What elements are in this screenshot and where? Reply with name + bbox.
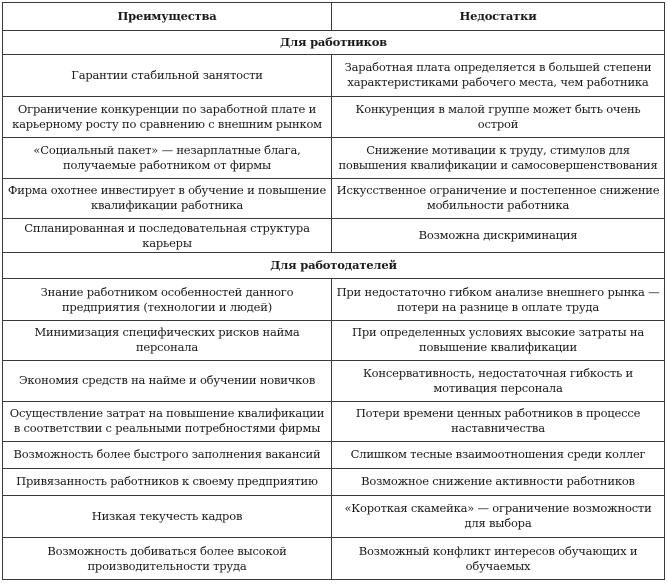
section-row-employees	[3, 31, 665, 55]
disadvantage-cell: Возможное снижение активности работников	[332, 468, 665, 495]
disadvantage-cell: Возможна дискриминация	[332, 219, 665, 253]
table-row	[3, 54, 665, 96]
disadvantage-cell: Снижение мотивации к труду, стимулов для повышения квалификации и самосовершенствования	[332, 138, 665, 179]
disadvantage-cell: Слишком тесные взаимоотношения среди коллег	[332, 441, 665, 468]
header-advantages: Преимущества	[3, 3, 332, 31]
table-row	[3, 96, 665, 138]
advantage-cell: Фирма охотнее инвестирует в обучение и повышение квалификации работника	[3, 178, 332, 219]
disadvantage-cell: При недостаточно гибком анализе внешнего рынка — потери на разнице в оплате труда	[332, 279, 665, 321]
table-row	[3, 402, 665, 442]
table-row	[3, 468, 665, 495]
table-row	[3, 279, 665, 321]
header-disadvantages: Недостатки	[332, 3, 665, 31]
section-row-employers	[3, 253, 665, 279]
table-row	[3, 138, 665, 179]
comparison-table	[2, 2, 665, 580]
table-row	[3, 178, 665, 219]
section-title-employees: Для работников	[3, 31, 665, 55]
disadvantage-cell: Потери времени ценных работников в процессе наставничества	[332, 402, 665, 442]
advantage-cell: Привязанность работников к своему предприятию	[3, 468, 332, 495]
advantage-cell: Возможность более быстрого заполнения вакансий	[3, 441, 332, 468]
table-row	[3, 538, 665, 580]
disadvantage-cell: При определенных условиях высокие затраты на повышение квалификации	[332, 321, 665, 361]
table-row	[3, 321, 665, 361]
advantage-cell: Минимизация специфических рисков найма персонала	[3, 321, 332, 361]
section-title-employers: Для работодателей	[3, 253, 665, 279]
table-row	[3, 360, 665, 402]
advantage-cell: Ограничение конкуренции по заработной плате и карьерному росту по сравнению с внешним рынком	[3, 96, 332, 138]
header-row	[3, 3, 665, 31]
advantage-cell: Экономия средств на найме и обучении новичков	[3, 360, 332, 402]
advantage-cell: Знание работником особенностей данного предприятия (технологии и людей)	[3, 279, 332, 321]
table-row	[3, 219, 665, 253]
disadvantage-cell: Конкуренция в малой группе может быть очень острой	[332, 96, 665, 138]
disadvantage-cell: Возможный конфликт интересов обучающих и обучаемых	[332, 538, 665, 580]
disadvantage-cell: Консервативность, недостаточная гибкость и мотивация персонала	[332, 360, 665, 402]
disadvantage-cell: Заработная плата определяется в большей степени характеристиками рабочего места, чем работника	[332, 54, 665, 96]
advantage-cell: Низкая текучесть кадров	[3, 495, 332, 538]
advantage-cell: Гарантии стабильной занятости	[3, 54, 332, 96]
table-row	[3, 495, 665, 538]
disadvantage-cell: Искусственное ограничение и постепенное снижение мобильности работника	[332, 178, 665, 219]
disadvantage-cell: «Короткая скамейка» — ограничение возможности для выбора	[332, 495, 665, 538]
advantage-cell: Возможность добиваться более высокой производительности труда	[3, 538, 332, 580]
advantage-cell: Спланированная и последовательная структура карьеры	[3, 219, 332, 253]
table-row	[3, 441, 665, 468]
advantage-cell: «Социальный пакет» — незарплатные блага, получаемые работником от фирмы	[3, 138, 332, 179]
advantage-cell: Осуществление затрат на повышение квалификации в соответствии с реальными потребностями фирмы	[3, 402, 332, 442]
